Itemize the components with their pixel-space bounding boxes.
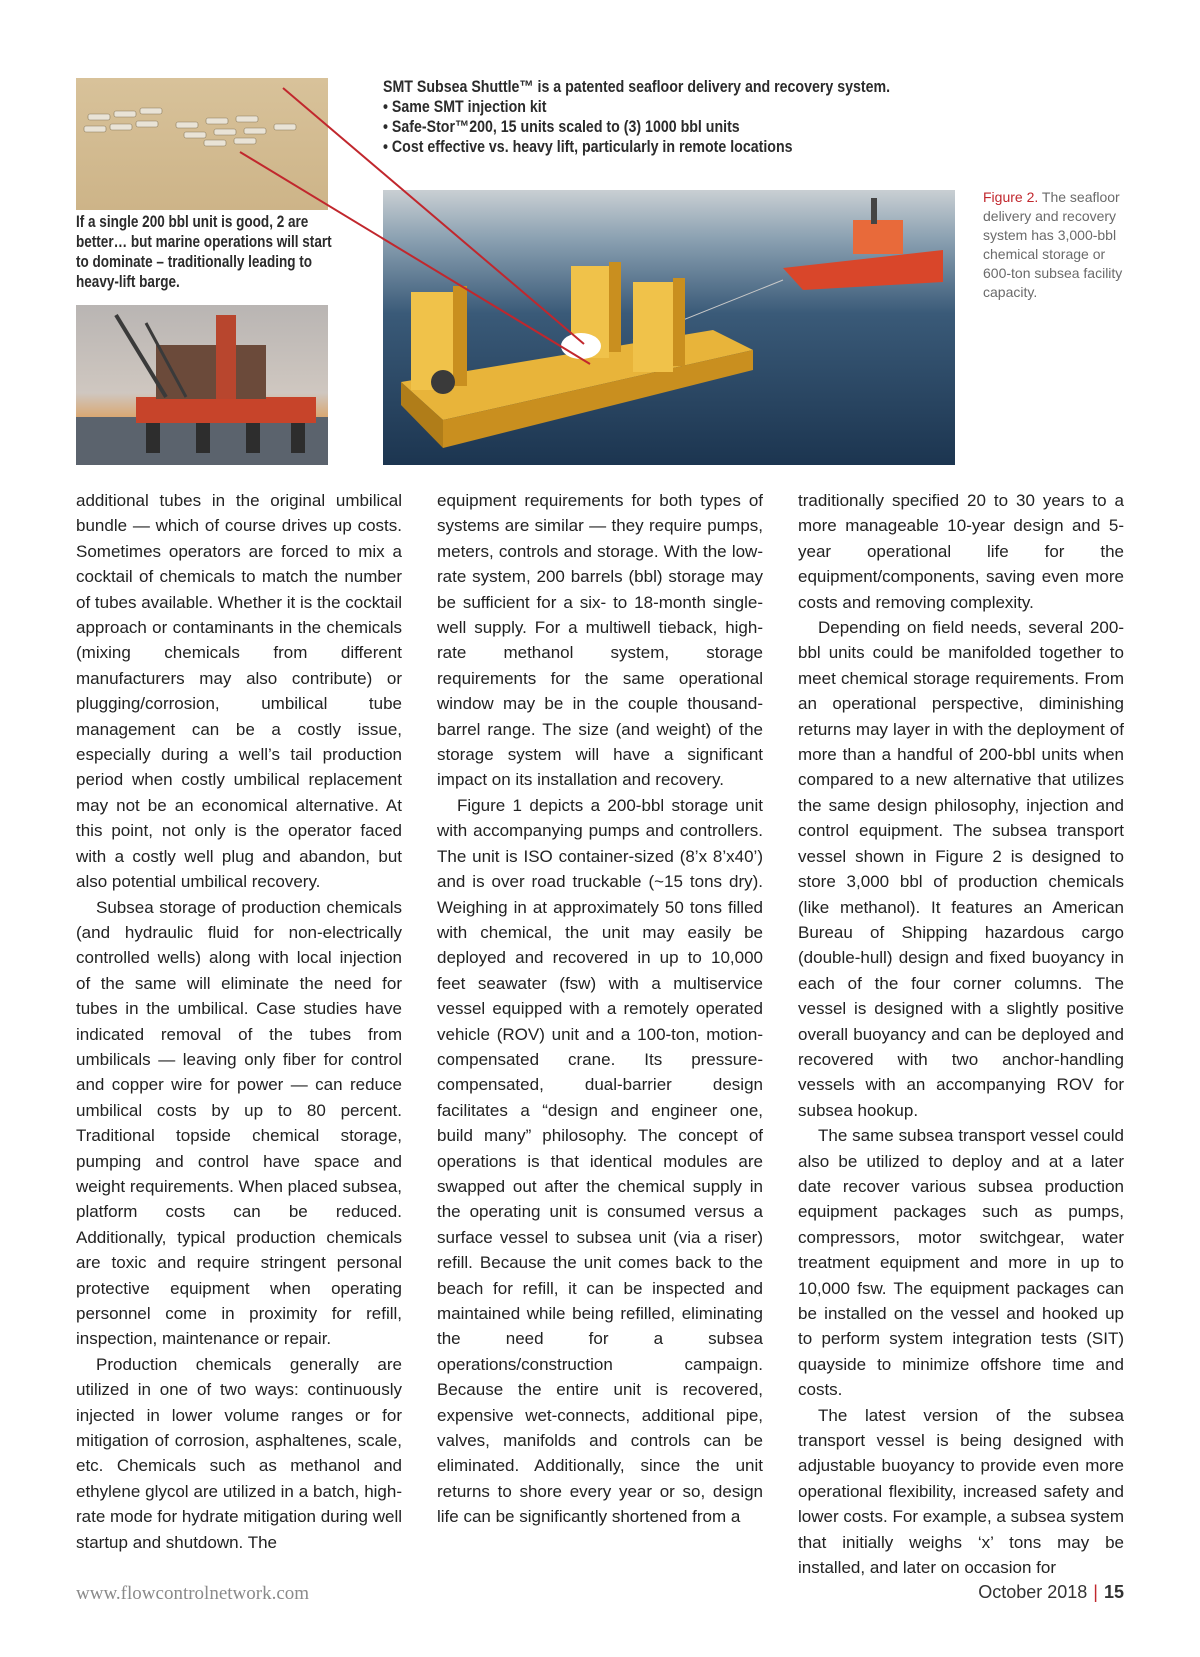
figure-caption-label: Figure 2.	[983, 189, 1039, 205]
paragraph: Subsea storage of production chemicals (and hydraulic fluid for non-electrically controlled wells) along with local injection of the same will eliminate the need for tubes in the umbilical. Case studies have indicated removal of the tubes from umbilicals — leaving only fiber for control and copper wire for power — can reduce umbilical costs by up to 80 percent. Traditional topside chemical storage, pumping and control have space and weight requirements. When placed subsea, platform costs can be reduced. Additionally, typical production chemicals are toxic and require stringent personal protective equipment when operating personnel come in proximity for refill, inspection, maintenance or repair.	[76, 897, 403, 1349]
paragraph: Figure 1 depicts a 200-bbl storage unit with accompanying pumps and controllers. The unit is ISO container-sized (8’x 8’x40’) and is over road truckable (~15 tons dry). Weighing in at approximately 50 tons filled with chemical, the unit may easily be deployed and recovered in up to 10,000 feet seawater (fsw) with a multiservice vessel equipped with a remotely operated vehicle (ROV) unit and a 100-ton, motion-compensated crane. Its pressure-compensated, dual-barrier design facilitates a “design and engineer one, build many” philosophy. The concept of operations is that identical modules are swapped out after the chemical supply in the operating unit is consumed versus a surface vessel to subsea unit (via a riser) refill. Because the unit comes back to the beach for refill, it can be inspected and maintained while being refilled, eliminating the need for a subsea operations/construction campaign. Because the entire unit is recovered, expensive wet-connects, additional pipe, valves, manifolds and controls can be eliminated. Additionally, since the unit returns to shore every year or so, design life can be significantly shortened from a	[437, 795, 763, 1527]
paragraph: Production chemicals generally are utilized in one of two ways: continuously injected in lower volume ranges or for mitigation of corrosion, asphaltenes, scale, etc. Chemicals such as methanol and ethylene glycol are utilized in a batch, high-rate mode for hydrate mitigation during well startup and shutdown. The	[76, 1354, 402, 1552]
figure-2	[0, 0, 1200, 470]
paragraph: traditionally specified 20 to 30 years to a more manageable 10-year design and 5-year operational life for the equipment/components, saving even more costs and removing complexity.	[798, 491, 1124, 612]
paragraph: Depending on field needs, several 200-bbl units could be manifolded together to meet chemical storage requirements. From an operational perspective, diminishing returns may layer in with the deployment of more than a handful of 200-bbl units when compared to a new alternative that utilizes the same design philosophy, injection and control equipment. The subsea transport vessel shown in Figure 2 is designed to store 3,000 bbl of production chemicals (like methanol). It features an American Bureau of Shipping hazardous cargo (double-hull) design and fixed buoyancy in each of the four corner columns. The vessel is designed with a slightly positive overall buoyancy and can be deployed and recovered with two anchor-handling vessels with an accompanying ROV for subsea hookup.	[798, 618, 1124, 1120]
figure-caption	[983, 188, 1125, 302]
paragraph: The same subsea transport vessel could also be utilized to deploy and at a later date recover various subsea production equipment packages such as pumps, compressors, motor switchgear, water treatment equipment and more in up to 10,000 fsw. The equipment packages can be installed on the vessel and hooked up to perform system integration tests (SIT) quayside to minimize offshore time and costs.	[798, 1126, 1124, 1400]
footer-website-link[interactable]: www.flowcontrolnetwork.com	[76, 1583, 310, 1604]
footer-separator: |	[1093, 1582, 1098, 1602]
paragraph: The latest version of the subsea transport vessel is being designed with adjustable buoyancy to provide even more operational flexibility, increased safety and lower costs. For example, a subsea system that initially weighs ‘x’ tons may be installed, and later on occasion for	[798, 1405, 1124, 1578]
article-column-3	[798, 488, 1124, 1580]
issue-date: October 2018	[978, 1582, 1088, 1602]
article-column-2	[437, 488, 763, 1530]
footer-issue-page	[978, 1582, 1124, 1603]
barge-note: If a single 200 bbl unit is good, 2 are better… but marine operations will start to dominate – traditionally leading to heavy-lift barge.	[76, 213, 332, 291]
figure-caption-text: The seafloor delivery and recovery system has 3,000-bbl chemical storage or 600-ton subsea facility capacity.	[983, 189, 1123, 300]
article-column-1	[76, 488, 402, 1555]
paragraph: equipment requirements for both types of systems are similar — they require pumps, meters, controls and storage. With the low-rate system, 200 barrels (bbl) storage may be sufficient for a six- to 18-month single-well supply. For a multiwell tieback, high-rate methanol system, storage requirements for the same operational window may be in the couple thousand-barrel range. The size (and weight) of the storage system will have a significant impact on its installation and recovery.	[437, 491, 763, 790]
figure-bullet: • Cost effective vs. heavy lift, particularly in remote locations	[383, 137, 793, 157]
page-number: 15	[1103, 1582, 1124, 1602]
figure-headline: SMT Subsea Shuttle™ is a patented seafloor delivery and recovery system.	[383, 78, 891, 96]
figure-bullets	[383, 97, 793, 157]
figure-bullet: • Safe-Stor™200, 15 units scaled to (3) 1000 bbl units	[383, 117, 793, 137]
paragraph: additional tubes in the original umbilical bundle — which of course drives up costs. Sometimes operators are forced to mix a cocktail of chemicals to match the number of tubes available. Whether it is the cocktail approach or contaminants in the chemicals (mixing chemicals from different manufacturers may also contribute) or plugging/corrosion, umbilical tube management can be a costly issue, especially during a well’s tail production period when costly umbilical replacement may not be an economical alternative. At this point, not only is the operator faced with a costly well plug and abandon, but also potential umbilical recovery.	[76, 491, 402, 892]
figure-bullet: • Same SMT injection kit	[383, 97, 793, 117]
